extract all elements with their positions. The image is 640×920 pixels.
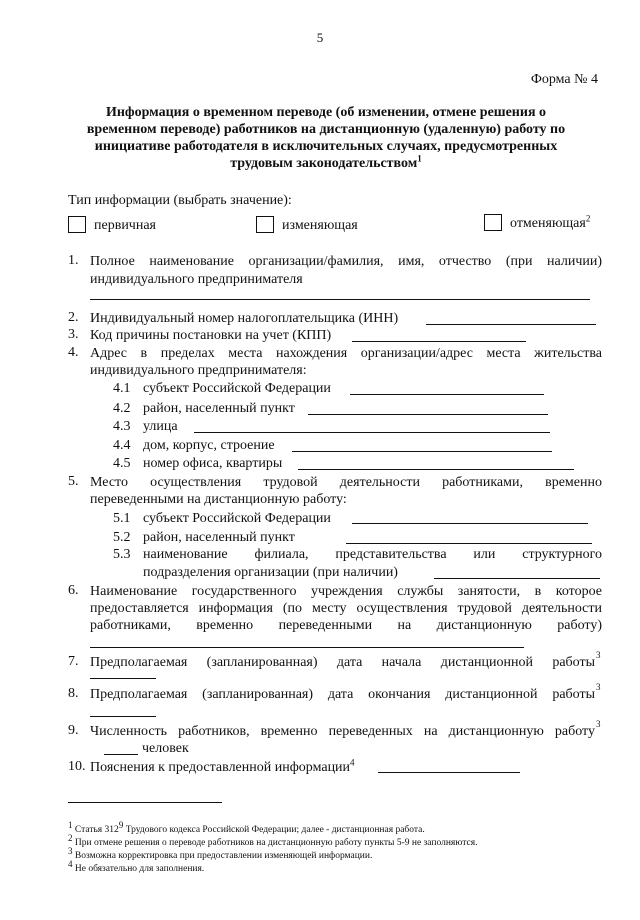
item-10-number: 10. <box>68 759 86 774</box>
item-4-5-label: номер офиса, квартиры <box>143 456 283 471</box>
item-9-suffix: человек <box>142 741 189 756</box>
footnote-2 <box>68 832 478 849</box>
footnote-2-text: При отмене решения о переводе работников на дистанционную работу пункты 5-9 не заполняются. <box>74 838 478 848</box>
footnote-1-mark: 1 <box>68 819 73 830</box>
checkbox-primary[interactable] <box>68 216 86 233</box>
footnote-separator <box>68 802 222 803</box>
item-7-footnote-ref: 3 <box>596 650 601 660</box>
item-1-line-1: Полное наименование организации/фамилия, имя, отчество (при наличии) <box>90 254 602 269</box>
item-4-2-input-line[interactable] <box>308 414 548 415</box>
item-4-line-2: индивидуального предпринимателя: <box>90 363 307 378</box>
item-5-2-label: район, населенный пункт <box>143 530 295 545</box>
item-5-number: 5. <box>68 474 79 489</box>
item-4-3-number: 4.3 <box>113 419 131 434</box>
footnote-3-mark: 3 <box>68 845 73 856</box>
option-cancelling-label <box>510 215 590 233</box>
item-4-3-label: улица <box>143 419 178 434</box>
footnote-2-mark: 2 <box>68 832 73 843</box>
item-10-footnote-ref: 4 <box>350 757 355 768</box>
title-line-4-text: трудовым законодательством <box>230 156 418 171</box>
title-line-2: временном переводе) работников на дистанционную (удаленную) работу по <box>86 122 566 137</box>
item-5-3-number: 5.3 <box>113 547 131 562</box>
item-3-number: 3. <box>68 327 79 342</box>
item-4-1-number: 4.1 <box>113 381 131 396</box>
document-title <box>60 104 592 172</box>
footnote-1-text-pre: Статья 312 <box>74 825 119 835</box>
item-5-3-line-2: подразделения организации (при наличии) <box>143 565 398 580</box>
footnote-1 <box>68 819 425 836</box>
footnote-3-text: Возможна корректировка при предоставлении изменяющей информации. <box>74 851 373 861</box>
item-10-input-line[interactable] <box>378 772 520 773</box>
item-1-line-2: индивидуального предпринимателя <box>90 272 303 287</box>
item-6-line-3: работниками, временно переведенными на дистанционную работу) <box>90 618 602 633</box>
item-8-number: 8. <box>68 686 79 701</box>
item-10-label <box>90 759 355 777</box>
item-4-4-label: дом, корпус, строение <box>143 438 275 453</box>
item-8-footnote-ref: 3 <box>596 682 601 692</box>
item-9-input-line[interactable] <box>104 754 138 755</box>
item-9-footnote-ref: 3 <box>596 719 601 729</box>
item-4-2-number: 4.2 <box>113 401 131 416</box>
page-number: 5 <box>316 30 324 45</box>
item-5-2-input-line[interactable] <box>346 543 592 544</box>
item-4-4-number: 4.4 <box>113 438 131 453</box>
item-7-label: Предполагаемая (запланированная) дата начала дистанционной работы <box>90 655 595 670</box>
form-number: Форма № 4 <box>530 72 598 87</box>
footnote-1-text-post: Трудового кодекса Российской Федерации; далее - дистанционная работа. <box>123 825 425 835</box>
item-4-number: 4. <box>68 345 79 360</box>
item-4-line-1: Адрес в пределах места нахождения организации/адрес места жительства <box>90 346 602 361</box>
item-9-label: Численность работников, временно переведенных на дистанционную работу <box>90 724 595 739</box>
item-4-5-input-line[interactable] <box>298 469 574 470</box>
item-2-number: 2. <box>68 310 79 325</box>
title-line-3: инициативе работодателя в исключительных случаях, предусмотренных <box>94 139 558 154</box>
item-9-number: 9. <box>68 723 79 738</box>
info-type-label: Тип информации (выбрать значение): <box>68 193 292 208</box>
item-4-1-label: субъект Российской Федерации <box>143 381 331 396</box>
option-primary-label: первичная <box>94 218 156 233</box>
item-5-1-label: субъект Российской Федерации <box>143 511 331 526</box>
item-6-number: 6. <box>68 583 79 598</box>
title-footnote-ref: 1 <box>417 153 422 164</box>
option-cancelling-footnote-ref: 2 <box>585 213 591 224</box>
item-5-line-1: Место осуществления трудовой деятельности работниками, временно <box>90 475 602 490</box>
title-line-4 <box>60 155 592 172</box>
item-5-2-number: 5.2 <box>113 530 131 545</box>
inn-input-line[interactable] <box>426 324 596 325</box>
option-cancelling-text: отменяющая <box>510 216 586 231</box>
footnote-1-article-sup: 9 <box>118 819 124 830</box>
option-changing-label: изменяющая <box>282 218 358 233</box>
item-5-1-number: 5.1 <box>113 511 131 526</box>
item-10-text: Пояснения к предоставленной информации <box>90 760 351 775</box>
title-line-1: Информация о временном переводе (об изменении, отмене решения о <box>105 105 547 120</box>
checkbox-cancelling[interactable] <box>484 214 502 231</box>
item-4-5-number: 4.5 <box>113 456 131 471</box>
item-8-input-line[interactable] <box>90 716 156 717</box>
item-4-4-input-line[interactable] <box>292 451 552 452</box>
footnote-3 <box>68 845 373 862</box>
item-4-1-input-line[interactable] <box>350 394 544 395</box>
item-1-number: 1. <box>68 253 79 268</box>
kpp-input-line[interactable] <box>352 341 526 342</box>
item-4-2-label: район, населенный пункт <box>143 401 295 416</box>
footnote-4-text: Не обязательно для заполнения. <box>74 864 205 874</box>
item-6-input-line[interactable] <box>90 647 524 648</box>
item-5-3-input-line[interactable] <box>434 578 600 579</box>
item-6-line-2: предоставляется информация (по месту осуществления трудовой деятельности <box>90 601 602 616</box>
footnote-4 <box>68 858 205 875</box>
item-4-3-input-line[interactable] <box>194 432 550 433</box>
item-7-input-line[interactable] <box>90 678 156 679</box>
item-6-line-1: Наименование государственного учреждения службы занятости, в которое <box>90 584 602 599</box>
item-7-number: 7. <box>68 654 79 669</box>
item-2-label: Индивидуальный номер налогоплательщика (ИНН) <box>90 311 399 326</box>
item-5-3-line-1: наименование филиала, представительства или структурного <box>143 547 602 562</box>
item-5-1-input-line[interactable] <box>352 523 588 524</box>
item-8-label: Предполагаемая (запланированная) дата окончания дистанционной работы <box>90 687 595 702</box>
item-3-label: Код причины постановки на учет (КПП) <box>90 328 332 343</box>
footnote-4-mark: 4 <box>68 858 73 869</box>
item-1-input-line[interactable] <box>90 299 590 300</box>
item-5-line-2: переведенными на дистанционную работу: <box>90 492 347 507</box>
checkbox-changing[interactable] <box>256 216 274 233</box>
